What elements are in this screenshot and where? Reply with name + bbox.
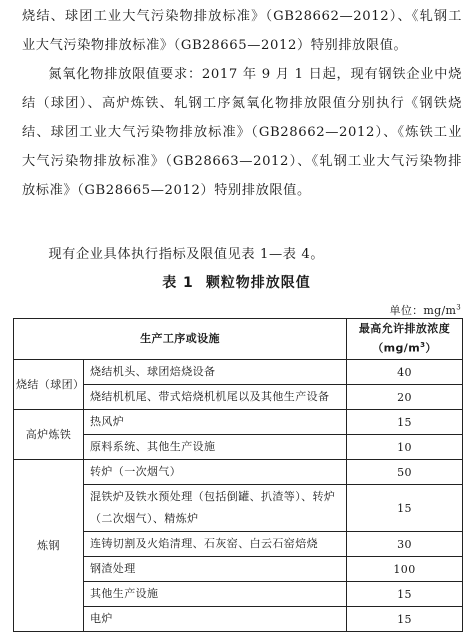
limit-cell: 40 <box>347 360 463 385</box>
process-cell: 转炉（一次烟气） <box>84 460 347 485</box>
header-process: 生产工序或设施 <box>14 319 347 360</box>
table-caption-number: 表 1 <box>162 275 194 291</box>
limit-cell: 20 <box>347 385 463 410</box>
process-cell: 混铁炉及铁水预处理（包括倒罐、扒渣等）、转炉（二次烟气）、精炼炉 <box>84 485 347 532</box>
table-row <box>14 460 463 485</box>
table-caption-title: 颗粒物排放限值 <box>205 275 311 291</box>
paragraph-nox-requirements: 氮氧化物排放限值要求：2017 年 9 月 1 日起，现有钢铁企业中烧结（球团）、高炉炼铁、轧钢工序氮氧化物排放限值分别执行《钢铁烧结、球团工业大气污染物排放标准》（GB28662—2012）、《炼铁工业大气污染物排放标准》（GB28663—2012）、《轧钢工业大气污染物排放标准》（GB28665—2012）特别排放限值。 <box>22 67 462 198</box>
limit-cell: 100 <box>347 557 463 582</box>
limit-cell: 30 <box>347 532 463 557</box>
category-sintering: 烧结（球团） <box>14 360 84 410</box>
limit-cell: 15 <box>347 607 463 632</box>
limit-cell: 10 <box>347 435 463 460</box>
process-cell: 原料系统、其他生产设施 <box>84 435 347 460</box>
paragraph-standards-continued: 烧结、球团工业大气污染物排放标准》（GB28662—2012）、《轧钢工业大气污染物排放标准》（GB28665—2012）特别排放限值。 <box>22 9 462 53</box>
limit-cell: 15 <box>347 410 463 435</box>
process-cell: 烧结机头、球团焙烧设备 <box>84 360 347 385</box>
paragraph-table-reference: 现有企业具体执行指标及限值见表 1—表 4。 <box>48 247 325 262</box>
table-row <box>14 410 463 435</box>
process-cell: 电炉 <box>84 607 347 632</box>
process-cell: 钢渣处理 <box>84 557 347 582</box>
process-cell: 连铸切割及火焰清理、石灰窑、白云石窑焙烧 <box>84 532 347 557</box>
table-caption <box>0 272 473 292</box>
table-row <box>14 360 463 385</box>
process-cell: 其他生产设施 <box>84 582 347 607</box>
table-header-row <box>14 319 463 360</box>
unit-label: 单位：$mg/m^3$ <box>389 303 461 317</box>
limit-cell: 50 <box>347 460 463 485</box>
category-steelmaking: 炼钢 <box>14 460 84 632</box>
category-blast-furnace: 高炉炼铁 <box>14 410 84 460</box>
limit-cell: 15 <box>347 582 463 607</box>
particulate-limits-table <box>13 318 463 632</box>
process-cell: 热风炉 <box>84 410 347 435</box>
limit-cell: 15 <box>347 485 463 532</box>
process-cell: 烧结机机尾、带式焙烧机机尾以及其他生产设备 <box>84 385 347 410</box>
header-limit: 最高允许排放浓度 $(mg/m^3)$ <box>347 319 463 360</box>
